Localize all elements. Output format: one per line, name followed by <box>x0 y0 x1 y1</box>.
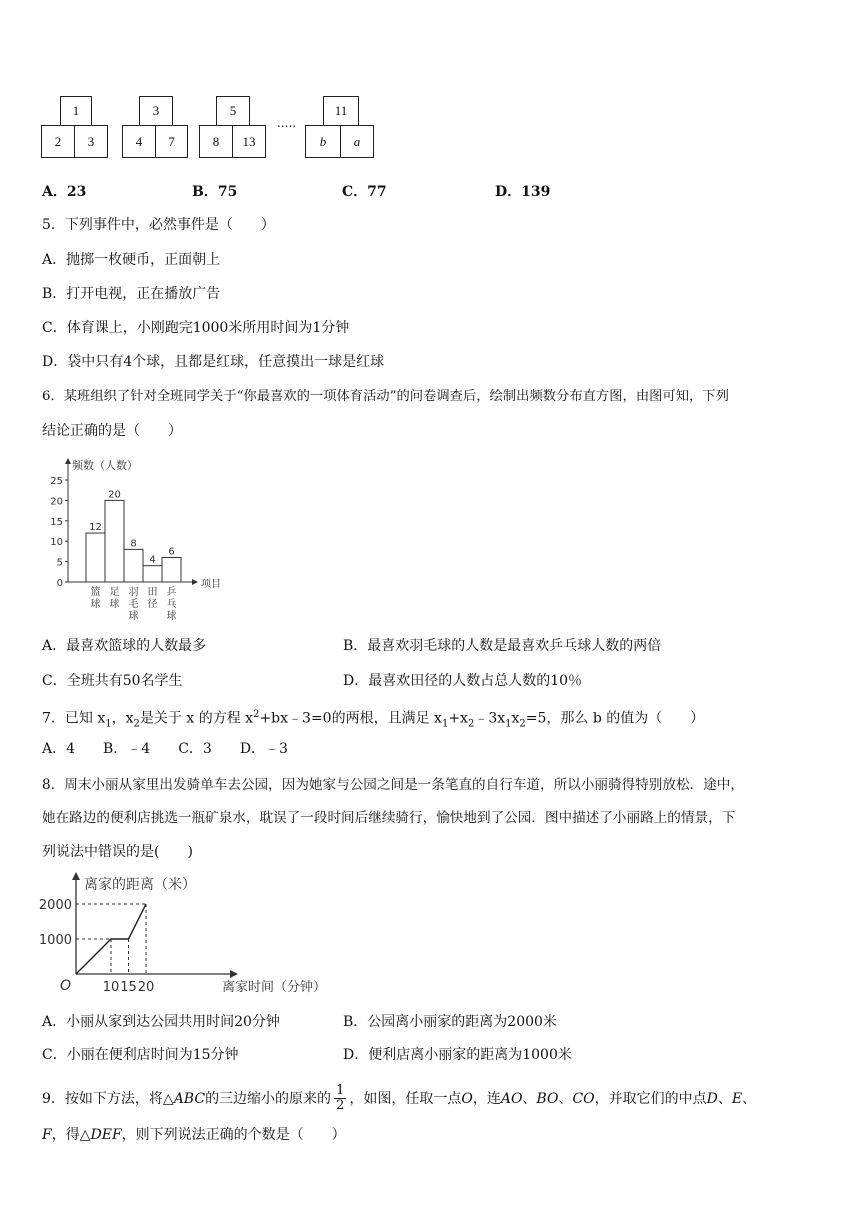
q7-stem-c: 是关于 x 的方程 x <box>139 710 254 727</box>
category-label-char: 球 <box>109 599 120 610</box>
q9-text-b: 的三边缩小的原来的 <box>205 1090 332 1107</box>
box1-right: 3 <box>74 125 108 158</box>
q7-sub2c: 2 <box>519 718 526 730</box>
y-tick-label: 1000 <box>38 933 72 948</box>
q8-option-c: C．小丽在便利店时间为15分钟 <box>42 1047 239 1063</box>
q9-text-a: 9．按如下方法，将△ <box>42 1090 174 1107</box>
q9-sep1: 、 <box>522 1090 537 1107</box>
q7-sub2b: 2 <box>467 718 475 730</box>
box2-top: 3 <box>139 96 173 126</box>
box3-left: 8 <box>199 125 233 158</box>
q8-stem-line2: 她在路边的便利店挑选一瓶矿泉水，耽误了一段时间后继续骑行，愉快地到了公园．图中描述了小丽路上的情景，下 <box>42 810 736 826</box>
q9-d: D <box>706 1090 718 1107</box>
q9-bo: BO <box>536 1090 559 1107</box>
category-label-char: 球 <box>128 611 139 622</box>
q4-option-a: A．23 <box>42 184 87 200</box>
x-axis-arrow <box>192 579 198 585</box>
box4-left: b <box>305 125 341 158</box>
q5-option-a: A．抛掷一枚硬币，正面朝上 <box>42 252 221 268</box>
origin-label: O <box>60 978 72 994</box>
distance-time-chart <box>36 870 356 1000</box>
box1-left: 2 <box>41 125 75 158</box>
q4-option-c: C．77 <box>342 184 387 200</box>
category-label-char: 毛 <box>128 599 139 610</box>
q5-stem: 5．下列事件中，必然事件是（ ） <box>42 217 275 233</box>
category-label-char: 羽 <box>128 587 139 598</box>
q6-option-a: A．最喜欢篮球的人数最多 <box>42 638 207 654</box>
y-tick-label: 5 <box>56 557 63 569</box>
x-tick-label: 15 <box>120 980 137 995</box>
histogram-bar <box>86 533 105 582</box>
y-axis-label: 离家的距离（米） <box>84 877 196 893</box>
box3-top: 5 <box>216 96 250 126</box>
q6-option-b: B．最喜欢羽毛球的人数是最喜欢乒乓球人数的两倍 <box>343 638 662 654</box>
category-label-char: 篮 <box>90 587 101 598</box>
q9-co: CO <box>572 1090 595 1107</box>
category-label-char: 球 <box>166 611 177 622</box>
q9-stem-line1 <box>42 1084 756 1113</box>
q8-option-d: D．便利店离小丽家的距离为1000米 <box>343 1047 572 1063</box>
q9-sep4: 、 <box>742 1090 757 1107</box>
y-tick-label: 20 <box>50 496 63 508</box>
q7-sub1c: 1 <box>505 718 512 730</box>
q5-option-d: D．袋中只有4个球，且都是红球，任意摸出一球是红球 <box>42 354 385 370</box>
q9-o: O <box>461 1090 473 1107</box>
x-axis-arrow <box>230 970 238 978</box>
y-tick-label: 15 <box>50 516 63 528</box>
q7-stem-d: +bx﹣3=0的两根，且满足 x <box>259 710 442 727</box>
bar-value-label: 4 <box>149 554 156 566</box>
y-tick-label: 10 <box>50 537 63 549</box>
q9-frac-den: 2 <box>336 1098 345 1113</box>
q9-text-c: ，如图，任取一点 <box>349 1090 462 1107</box>
category-label-char: 径 <box>147 599 158 610</box>
y-tick-label: 25 <box>50 476 63 487</box>
category-label-char: 乓 <box>166 599 177 610</box>
box4-top: 11 <box>323 96 359 126</box>
y-tick-label: 2000 <box>38 898 72 913</box>
histogram-bar <box>143 566 162 582</box>
q7-stem-f: ﹣3x <box>474 710 506 727</box>
histogram-bar <box>162 558 181 582</box>
x-tick-label: 10 <box>102 980 120 995</box>
box4-right: a <box>340 125 374 158</box>
q9-abc: ABC <box>173 1090 206 1107</box>
q9-text-f: ，得△ <box>51 1127 91 1143</box>
y-axis-label: 频数（人数） <box>72 459 138 472</box>
x-axis-label: 离家时间（分钟） <box>222 980 327 995</box>
q8-stem-line3: 列说法中错误的是( ) <box>42 844 193 860</box>
x-axis-label: 项目 <box>201 579 221 590</box>
q7-stem-e: +x <box>448 710 468 727</box>
box1-top: 1 <box>60 96 92 126</box>
q7-stem <box>42 705 704 734</box>
q9-sep2: 、 <box>558 1090 573 1107</box>
q7-stem-b: ，x <box>111 710 134 727</box>
box2-left: 4 <box>122 125 156 158</box>
q9-f: F <box>42 1127 52 1143</box>
q9-sep3: 、 <box>717 1090 732 1107</box>
bar-value-label: 20 <box>108 489 121 501</box>
category-label-char: 球 <box>90 599 101 610</box>
bar-value-label: 12 <box>89 522 102 534</box>
q8-option-a: A．小丽从家到达公园共用时间20分钟 <box>42 1014 280 1030</box>
q7-sub1: 1 <box>105 718 112 730</box>
box3-right: 13 <box>232 125 266 158</box>
q8-stem-line1: 8．周末小丽从家里出发骑单车去公园，因为她家与公园之间是一条笔直的自行车道，所以小丽骑得特别放松．途中， <box>42 777 744 793</box>
q8-option-b: B．公园离小丽家的距离为2000米 <box>343 1014 557 1030</box>
histogram-bar <box>124 549 143 582</box>
q9-ao: AO <box>500 1090 523 1107</box>
q6-option-d: D．最喜欢田径的人数占总人数的10％ <box>343 673 583 689</box>
y-axis-arrow <box>72 872 80 880</box>
histogram-bar <box>105 500 124 582</box>
bar-value-label: 6 <box>168 546 175 558</box>
x-tick-label: 20 <box>137 980 155 995</box>
category-label-char: 足 <box>109 587 120 598</box>
q9-frac-num: 1 <box>336 1083 345 1098</box>
q9-text-g: ，则下列说法正确的个数是（ ） <box>121 1127 346 1143</box>
q9-fraction <box>334 1084 346 1113</box>
q4-option-d: D．139 <box>495 184 551 200</box>
histogram-chart <box>40 452 240 632</box>
q5-option-c: C．体育课上，小刚跑完1000米所用时间为1分钟 <box>42 320 350 336</box>
q9-def: DEF <box>90 1127 122 1143</box>
bar-value-label: 8 <box>130 538 137 550</box>
y-axis-arrow <box>65 458 71 464</box>
q6-stem-line1: 6．某班组织了针对全班同学关于“你最喜欢的一项体育活动”的问卷调查后，绘制出频数分布直方图，由图可知，下列 <box>42 389 729 404</box>
q9-text-e: ，并取它们的中点 <box>594 1090 707 1107</box>
q9-stem-line2 <box>42 1125 346 1145</box>
q7-sub1b: 1 <box>441 718 449 730</box>
q7-sup2: 2 <box>253 709 260 720</box>
y-tick-label: 0 <box>56 578 63 589</box>
q6-option-c: C．全班共有50名学生 <box>42 673 183 689</box>
q6-stem-line2: 结论正确的是（ ） <box>42 423 182 439</box>
q7-stem-g: x <box>511 710 520 727</box>
category-label-char: 乒 <box>166 587 177 598</box>
q4-ellipsis: ..... <box>277 116 297 130</box>
q7-stem-a: 7．已知 x <box>42 710 106 727</box>
q9-e: E <box>731 1090 743 1107</box>
q4-option-b: B．75 <box>192 184 238 200</box>
q7-stem-h: =5，那么 b 的值为（ ） <box>525 710 705 727</box>
q7-options: A．4 B．﹣4 C．3 D．﹣3 <box>42 741 288 757</box>
box2-right: 7 <box>155 125 188 158</box>
q9-text-d: ，连 <box>472 1090 501 1107</box>
q5-option-b: B．打开电视，正在播放广告 <box>42 286 221 302</box>
q7-sub2: 2 <box>133 718 140 730</box>
category-label-char: 田 <box>147 587 158 598</box>
